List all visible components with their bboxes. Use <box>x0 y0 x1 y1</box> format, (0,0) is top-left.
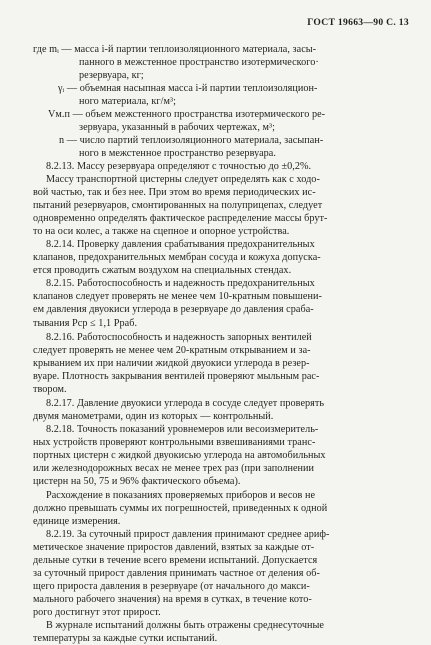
text-line: 8.2.16. Работоспособность и надежность запорных вентилей <box>46 332 312 343</box>
text-line: Массу транспортной цистерны следует определять как с ходо- <box>46 174 320 185</box>
text-line: рого достигнут этот прирост. <box>33 607 161 618</box>
text-line: то на оси колес, а также на сцепное и опорное устройства. <box>33 226 290 237</box>
text-line: за суточный прирост давления принимать частное от деления об- <box>33 568 320 579</box>
text-line: В журнале испытаний должны быть отражены среднесуточные <box>46 620 324 631</box>
text-line: крыванием их при наличии жидкой двуокиси углерода в резер- <box>33 358 310 369</box>
text-line: метическое значение приростов давлений, взятых за каждые от- <box>33 542 315 553</box>
text-line: резервуара, кг; <box>79 70 144 81</box>
text-line: одновременно определять фактическое распределение массы брут- <box>33 213 328 224</box>
text-line: 8.2.15. Работоспособность и надежность предохранительных <box>46 278 315 289</box>
text-line: пытаний резервуаров, смонтированных на полуприцепах, следует <box>33 200 323 211</box>
text-line: ного в межстенное пространство резервуара. <box>79 148 276 159</box>
text-line: ного материала, кг/м³; <box>79 96 176 107</box>
text-line: Расхождение в показаниях проверяемых приборов и весов не <box>46 490 316 501</box>
text-line: должно превышать суммы их погрешностей, приведенных к одной <box>33 503 328 514</box>
text-line: вой частью, так и без нее. При этом во время периодических ис- <box>33 187 316 198</box>
text-line: портных цистерн с жидкой двуокисью углерода на автомобильных <box>33 450 326 461</box>
text-line: единице измерения. <box>33 516 121 527</box>
text-line: зервуара, указанный в рабочих чертежах, м³; <box>79 122 276 133</box>
text-line: 8.2.19. За суточный прирост давления принимают среднее ариф- <box>46 529 330 540</box>
text-line: щего прироста давления в резервуаре (от начального до макси- <box>33 581 310 592</box>
text-line: 8.2.14. Проверку давления срабатывания предохранительных <box>46 239 315 250</box>
text-line: ем давления двуокиси углерода в резервуаре до давления сраба- <box>33 304 314 315</box>
text-line: температуры за каждые сутки испытаний. <box>33 633 218 644</box>
text-line: 8.2.13. Массу резервуара определяют с точностью до ±0,2%. <box>46 161 312 172</box>
text-line: вуаре. Плотность закрывания вентилей проверяют мыльным рас- <box>33 371 320 382</box>
text-line: клапанов, предохранительных мембран сосуда и кожуха допуска- <box>33 252 321 263</box>
text-line: или железнодорожных весах не менее трех раз (при заполнении <box>33 463 315 474</box>
text-line: 8.2.17. Давление двуокиси углерода в сосуде следует проверять <box>46 398 325 409</box>
text-line: γᵢ — объемная насыпная масса i-й партии теплоизоляцион- <box>58 83 318 94</box>
page-header: ГОСТ 19663—90 С. 13 <box>307 17 409 28</box>
text-line: n — число партий теплоизоляционного материала, засыпан- <box>59 135 324 146</box>
text-line: цистерн на 50, 75 и 96% фактического объема). <box>33 476 241 487</box>
text-line: панного в межстенное пространство изотермического· <box>79 57 319 68</box>
text-line: где mᵢ — масса i-й партии теплоизоляционного материала, засы- <box>33 44 317 55</box>
text-line: Vм.п — объем межстенного пространства изотермического ре- <box>48 109 326 120</box>
text-line: следует проверять не менее чем 20-кратным открыванием и за- <box>33 345 311 356</box>
text-line: 8.2.18. Точность показаний уровнемеров или весоизмеритель- <box>46 424 319 435</box>
text-line: тывания Pср ≤ 1,1 Pраб. <box>33 318 138 329</box>
text-line: клапанов следует проверять не менее чем 10-кратным повышени- <box>33 291 322 302</box>
text-line: ется проводить сжатым воздухом на специальных стендах. <box>33 265 292 276</box>
text-line: дельные сутки в течение всего времени испытаний. Допускается <box>33 555 318 566</box>
text-line: мального рабочего значения) на время в сутках, в течение кото- <box>33 594 312 605</box>
text-line: ных устройств проверяют контрольными взвешиваниями транс- <box>33 437 316 448</box>
text-line: двумя манометрами, один из которых — контрольный. <box>33 411 274 422</box>
text-line: твором. <box>33 384 67 395</box>
